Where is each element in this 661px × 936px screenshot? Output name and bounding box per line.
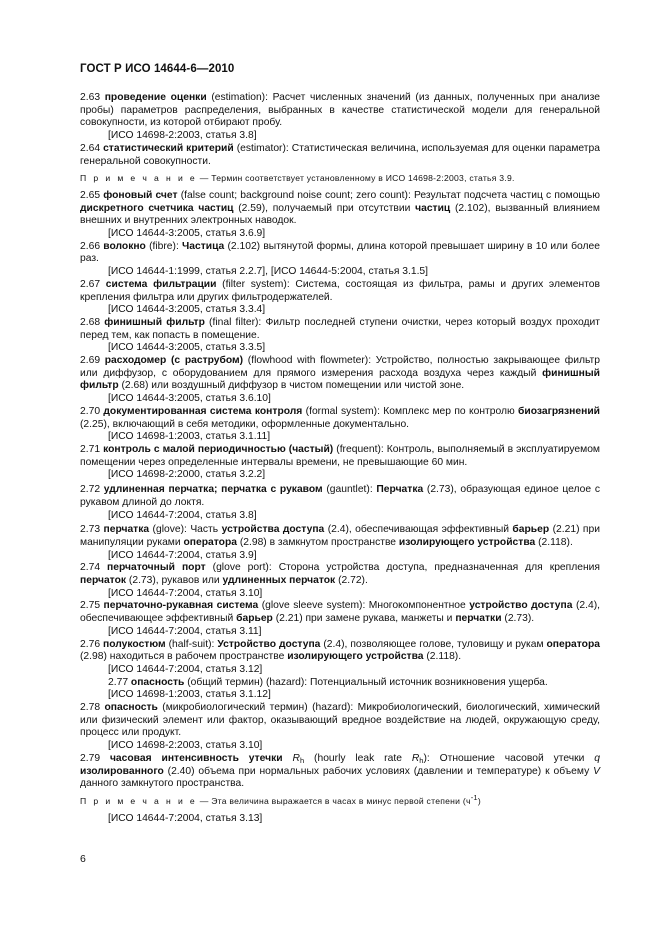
entry-2-72: 2.72 удлиненная перчатка; перчатка с рукавом (gauntlet): Перчатка (2.73), образующая единое целое с рукавом длиной до локтя.	[80, 484, 600, 508]
entry-2-78: 2.78 опасность (микробиологический термин) (hazard): Микробиологический, биологический, химический или физический элемент или фактор, оказывающий вредное воздействие на людей, окружающую среду, процесс или продукт.	[80, 702, 600, 739]
entry-reference: [ИСО 14644-7:2004, статья 3.10]	[108, 587, 263, 599]
entry-2-77: 2.77 опасность (общий термин) (hazard): Потенциальный источник возникновения ущерба.	[108, 676, 548, 688]
entry-2-76: 2.76 полукостюм (half-suit): Устройство доступа (2.4), позволяющее голове, туловищу и рукам оператора (2.98) находиться в рабочем пространстве изолирующего устройства (2.118).	[80, 638, 600, 663]
page-number: 6	[80, 853, 86, 865]
entry-2-68: 2.68 финишный фильтр (final filter): Фильтр последней ступени очистки, через который воздух проходит перед тем, как попасть в помещение.	[80, 316, 600, 341]
entry-2-75: 2.75 перчаточно-рукавная система (glove sleeve system): Многокомпонентное устройство доступа (2.4), обеспечивающее эффективный барьер (2.21) при замене рукава, манжеты и перчатки (2.73).	[80, 600, 600, 625]
document-body	[80, 92, 600, 825]
entry-2-79: 2.79 часовая интенсивность утечки $R_h$ (hourly leak rate $R_h$): Отношение часовой утечки q изолированного (2.40) объема при нормальных рабочих условиях (давлении и температуре) к объему V данного замкнутого пространства.	[80, 752, 600, 790]
note: П р и м е ч а н и е — Термин соответствует установленному в ИСО 14698-2:2003, статья 3.9.	[80, 173, 515, 184]
entry-2-67: 2.67 система фильтрации (filter system): Система, состоящая из фильтра, рамы и других элементов крепления фильтра или других фильтродержателей.	[80, 278, 600, 303]
entry-reference: [ИСО 14698-2:2000, статья 3.2.2]	[108, 469, 266, 481]
entry-2-65: 2.65 фоновый счет (false count; background noise count; zero count): Результат подсчета частиц с помощью дискретного счетчика частиц (2.59), получаемый при отсутствии частиц (2.102), вызванный влиянием внешних и внутренних электронных наводок.	[80, 189, 600, 227]
entry-reference: [ИСО 14644-7:2004, статья 3.9]	[108, 549, 257, 561]
entry-2-63: 2.63 проведение оценки (estimation): Расчет численных значений (из данных, полученных при анализе пробы) параметров распределения, выбранных в качестве статистической модели для генеральной совокупности, из которой отбирают пробу.	[80, 92, 600, 129]
entry-2-70: 2.70 документированная система контроля (formal system): Комплекс мер по контролю биозагрязнений (2.25), включающий в себя методики, оформленные документально.	[80, 405, 600, 430]
entry-reference: [ИСО 14698-1:2003, статья 3.1.11]	[108, 431, 271, 443]
entry-2-66: 2.66 волокно (fibre): Частица (2.102) вытянутой формы, длина которой превышает ширину в 10 или более раз.	[80, 240, 600, 265]
entry-reference: [ИСО 14644-7:2004, статья 3.13]	[108, 812, 263, 824]
entry-2-74: 2.74 перчаточный порт (glove port): Сторона устройства доступа, предназначенная для крепления перчаток (2.73), рукавов или удлиненных перчаток (2.72).	[80, 562, 600, 587]
entry-reference: [ИСО 14644-3:2005, статья 3.3.5]	[108, 342, 266, 354]
entry-2-73: 2.73 перчатка (glove): Часть устройства доступа (2.4), обеспечивающая эффективный барьер (2.21) при манипуляции руками оператора (2.98) в замкнутом пространстве изолирующего устройства (2.118).	[80, 524, 600, 548]
entry-reference: [ИСО 14698-2:2003, статья 3.10]	[108, 740, 263, 752]
entry-reference: [ИСО 14698-1:2003, статья 3.1.12]	[108, 689, 271, 701]
entry-reference: [ИСО 14644-7:2004, статья 3.12]	[108, 663, 263, 675]
document-header: ГОСТ Р ИСО 14644-6—2010	[80, 63, 235, 75]
entry-reference: [ИСО 14644-1:1999, статья 2.2.7], [ИСО 14644-5:2004, статья 3.1.5]	[108, 266, 429, 278]
entry-reference: [ИСО 14644-3:2005, статья 3.6.9]	[108, 228, 266, 240]
note: П р и м е ч а н и е — Эта величина выражается в часах в минус первой степени $(ч^{-1})$	[80, 792, 481, 806]
entry-reference: [ИСО 14644-3:2005, статья 3.3.4]	[108, 304, 266, 316]
entry-2-64: 2.64 статистический критерий (estimator): Статистическая величина, используемая для оценки параметра генеральной совокупности.	[80, 142, 600, 167]
entry-reference: [ИСО 14644-7:2004, статья 3.11]	[108, 625, 262, 637]
entry-reference: [ИСО 14644-7:2004, статья 3.8]	[108, 509, 257, 521]
entry-2-71: 2.71 контроль с малой периодичностью (частый) (frequent): Контроль, выполняемый в эксплуатируемом помещении через определенные интервалы времени, не превышающие 60 мин.	[80, 443, 600, 468]
entry-2-69: 2.69 расходомер (с раструбом) (flowhood with flowmeter): Устройство, полностью закрывающее фильтр или диффузор, с оборудованием для прямого измерения расхода воздуха через каждый финишный фильтр (2.68) или воздушный диффузор в чистом помещении или чистой зоне.	[80, 355, 600, 392]
entry-reference: [ИСО 14698-2:2003, статья 3.8]	[108, 130, 257, 142]
entry-reference: [ИСО 14644-3:2005, статья 3.6.10]	[108, 393, 271, 405]
